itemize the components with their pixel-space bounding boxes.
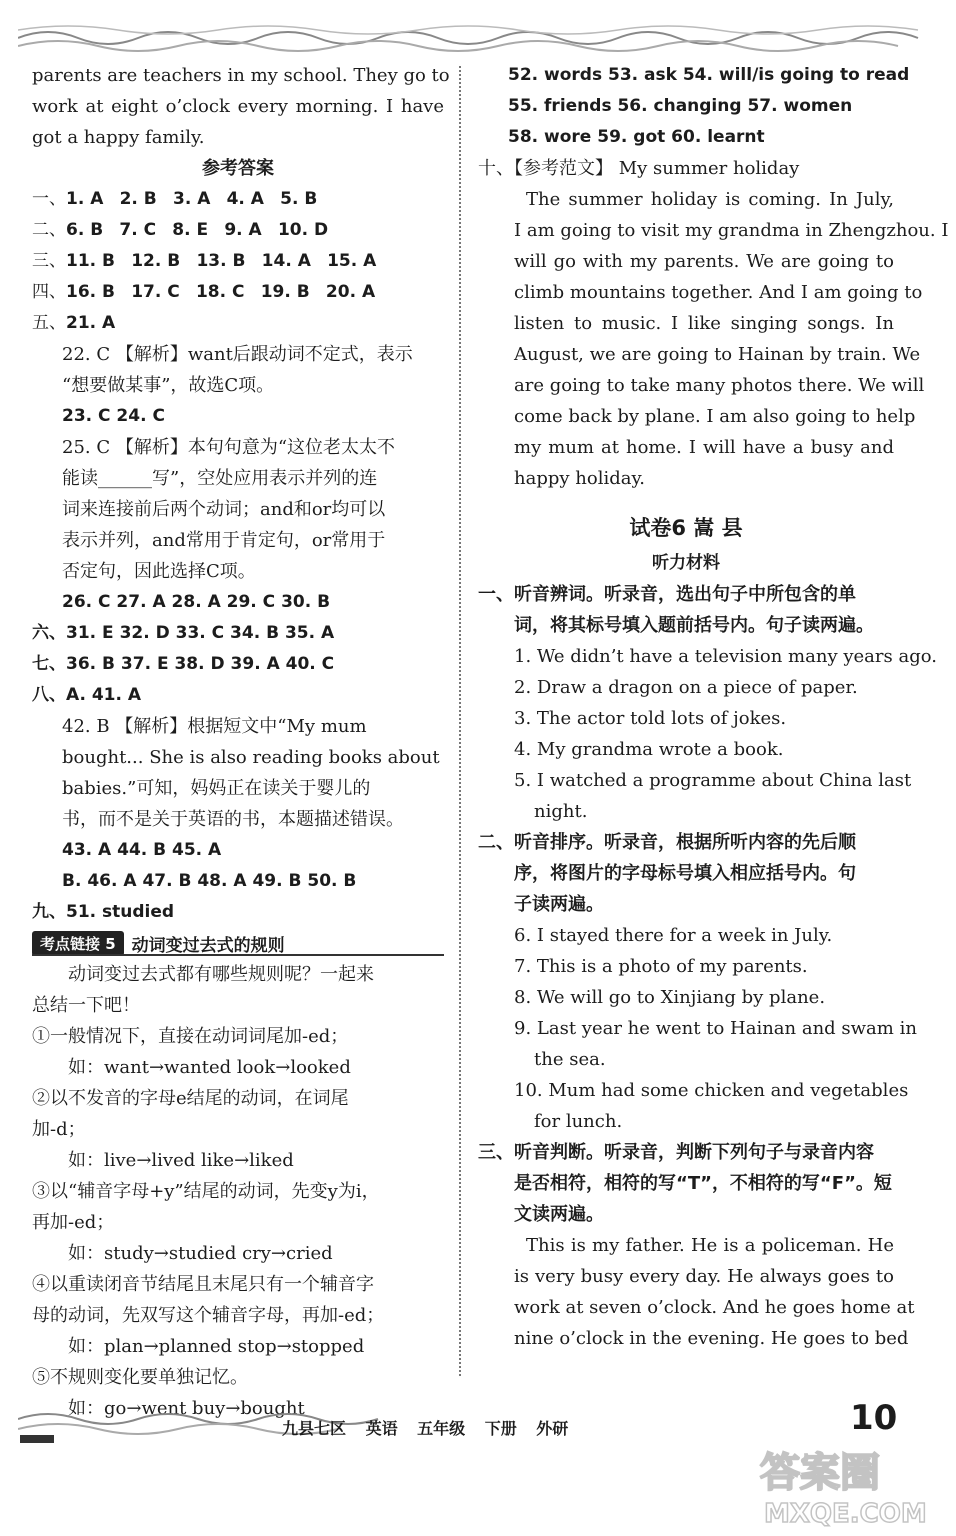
listening-item: 9. Last year he went to Hainan and swam in	[514, 1018, 917, 1039]
spacer	[478, 494, 894, 508]
intro-line: parents are teachers in my school. They go to	[32, 65, 450, 86]
essay-line: my mum at home. I will have a busy and	[514, 437, 894, 458]
knowledge-link-title: 动词变过去式的规则	[131, 936, 285, 956]
watermark-logo-text: 答案圈	[760, 1450, 880, 1496]
q42-explanation: babies.”可知，妈妈正在读关于婴儿的	[62, 778, 371, 799]
part2-instruction: 子读两遍。	[514, 894, 604, 915]
part3-instruction: 文读两遍。	[514, 1204, 604, 1225]
essay-line: will go with my parents. We are going to	[514, 251, 894, 272]
q46-answer: B. 46. A 47. B 48. A 49. B 50. B	[62, 871, 357, 891]
part1-instruction: 一、听音辨词。听录音，选出句子中所包含的单	[478, 584, 856, 605]
passage-line: is very busy every day. He always goes to	[514, 1266, 894, 1287]
section-9-answers: 九、51. studied	[32, 902, 175, 922]
rule-text: ④以重读闭音节结尾且末尾只有一个辅音字	[32, 1274, 374, 1295]
q25-explanation: 能读______写”，空处应用表示并列的连	[62, 468, 378, 489]
essay-line: are going to take many photos there. We will	[514, 375, 925, 396]
essay-line: August, we are going to Hainan by train. We	[514, 344, 921, 365]
listening-item: 7. This is a photo of my parents.	[514, 956, 808, 977]
essay-heading: 十、【参考范文】 My summer holiday	[478, 158, 800, 179]
listening-item: 5. I watched a programme about China last	[514, 770, 912, 791]
listening-item: 6. I stayed there for a week in July.	[514, 925, 833, 946]
intro-line: work at eight o’clock every morning. I have	[32, 96, 444, 117]
essay-line: happy holiday.	[514, 468, 645, 489]
listening-item: 3. The actor told lots of jokes.	[514, 708, 787, 729]
listening-item: 2. Draw a dragon on a piece of paper.	[514, 677, 858, 698]
intro-line: got a happy family.	[32, 127, 205, 148]
q22-explanation: “想要做某事”，故选C项。	[62, 375, 275, 396]
rule-text: 加-d；	[32, 1119, 86, 1140]
rule-example: 如：study→studied cry→cried	[68, 1243, 333, 1264]
rule-text: 总结一下吧！	[32, 995, 140, 1016]
rule-example: 如：plan→planned stop→stopped	[68, 1336, 365, 1357]
rule-text: ②以不发音的字母e结尾的动词，在词尾	[32, 1088, 349, 1109]
q26-answer: 26. C 27. A 28. A 29. C 30. B	[62, 592, 331, 612]
watermark-logo	[750, 1440, 940, 1530]
answer-row-52: 52. words 53. ask 54. will/is going to read	[508, 65, 910, 85]
listening-item: the sea.	[534, 1049, 606, 1070]
q42-explanation: 书，而不是关于英语的书，本题描述错误。	[62, 809, 404, 830]
listening-item: night.	[534, 801, 588, 822]
rule-example: 如：live→lived like→liked	[68, 1150, 294, 1171]
q25-explanation: 词来连接前后两个动词；and和or均可以	[62, 499, 386, 520]
knowledge-link-tag: 考点链接 5	[32, 931, 124, 956]
listening-item: 1. We didn’t have a television many years ago.	[514, 646, 937, 667]
answer-row-5: 五、21. A	[32, 313, 116, 333]
q25-explanation: 25. C 【解析】本句句意为“这位老太太不	[62, 437, 396, 458]
knowledge-link-header	[32, 928, 444, 959]
answer-row-55: 55. friends 56. changing 57. women	[508, 96, 853, 116]
q23-answer: 23. C 24. C	[62, 406, 165, 426]
left-column	[32, 60, 450, 1424]
listening-item: 10. Mum had some chicken and vegetables	[514, 1080, 909, 1101]
rule-text: 再加-ed；	[32, 1212, 115, 1233]
part3-instruction: 是否相符，相符的写“T”，不相符的写“F”。短	[514, 1173, 892, 1194]
section-8-answers: 八、A. 41. A	[32, 685, 142, 705]
listening-title: 听力材料	[652, 553, 720, 573]
answer-row-58: 58. wore 59. got 60. learnt	[508, 127, 765, 147]
section-label: 一、	[32, 189, 66, 209]
answer-title: 参考答案	[202, 158, 274, 179]
answer-row-1: 一、1. A 2. B 3. A 4. A 5. B	[32, 189, 318, 209]
essay-line: listen to music. I like singing songs. In	[514, 313, 894, 334]
essay-line: The summer holiday is coming. In July,	[526, 189, 894, 210]
q25-explanation: 否定句，因此选择C项。	[62, 561, 256, 582]
right-column	[478, 60, 949, 1354]
answer-row-3: 三、11. B 12. B 13. B 14. A 15. A	[32, 251, 377, 271]
listening-item: 8. We will go to Xinjiang by plane.	[514, 987, 826, 1008]
footer-info: 九县七区 英语 五年级 下册 外研	[282, 1419, 569, 1438]
q25-explanation: 表示并列，and常用于肯定句，or常用于	[62, 530, 386, 551]
top-decoration	[18, 20, 938, 56]
passage-line: This is my father. He is a policeman. He	[526, 1235, 894, 1256]
listening-item: 4. My grandma wrote a book.	[514, 739, 784, 760]
part3-instruction: 三、听音判断。听录音，判断下列句子与录音内容	[478, 1142, 874, 1163]
answer-row-4: 四、16. B 17. C 18. C 19. B 20. A	[32, 282, 376, 302]
section-7-answers: 七、36. B 37. E 38. D 39. A 40. C	[32, 654, 335, 674]
part2-instruction: 序，将图片的字母标号填入相应括号内。句	[514, 863, 856, 884]
essay-line: I am going to visit my grandma in Zhengzhou. I	[514, 220, 949, 241]
q42-explanation: bought... She is also reading books about	[62, 747, 440, 768]
rule-example: 如：want→wanted look→looked	[68, 1057, 351, 1078]
rule-text: 母的动词，先双写这个辅音字母，再加-ed；	[32, 1305, 385, 1326]
essay-line: come back by plane. I am also going to help	[514, 406, 916, 427]
rule-text: ⑤不规则变化要单独记忆。	[32, 1367, 248, 1388]
section-6-answers: 六、31. E 32. D 33. C 34. B 35. A	[32, 623, 335, 643]
answer-row-2: 二、6. B 7. C 8. E 9. A 10. D	[32, 220, 329, 240]
column-divider	[459, 66, 461, 1376]
page-number: 10	[850, 1398, 898, 1438]
listening-item: for lunch.	[534, 1111, 623, 1132]
part2-instruction: 二、听音排序。听录音，根据所听内容的先后顺	[478, 832, 856, 853]
passage-line: nine o’clock in the evening. He goes to bed	[514, 1328, 909, 1349]
knowledge-link-underline	[32, 954, 444, 956]
rule-text: ①一般情况下，直接在动词词尾加-ed；	[32, 1026, 349, 1047]
rule-text: ③以“辅音字母+y”结尾的动词，先变y为i，	[32, 1181, 380, 1202]
rule-text: 动词变过去式都有哪些规则呢？一起来	[68, 964, 374, 985]
watermark-url: MXQE.COM	[764, 1499, 927, 1529]
q42-explanation: 42. B 【解析】根据短文中“My mum	[62, 716, 367, 737]
essay-line: climb mountains together. And I am going to	[514, 282, 923, 303]
q43-answer: 43. A 44. B 45. A	[62, 840, 222, 860]
part1-instruction: 词，将其标号填入题前括号内。句子读两遍。	[514, 615, 874, 636]
q22-explanation: 22. C 【解析】want后跟动词不定式，表示	[62, 344, 413, 365]
passage-line: work at seven o’clock. And he goes home at	[514, 1297, 915, 1318]
rule-example: 如：go→went buy→bought	[68, 1398, 305, 1419]
exam-title: 试卷6 嵩 县	[629, 516, 743, 540]
